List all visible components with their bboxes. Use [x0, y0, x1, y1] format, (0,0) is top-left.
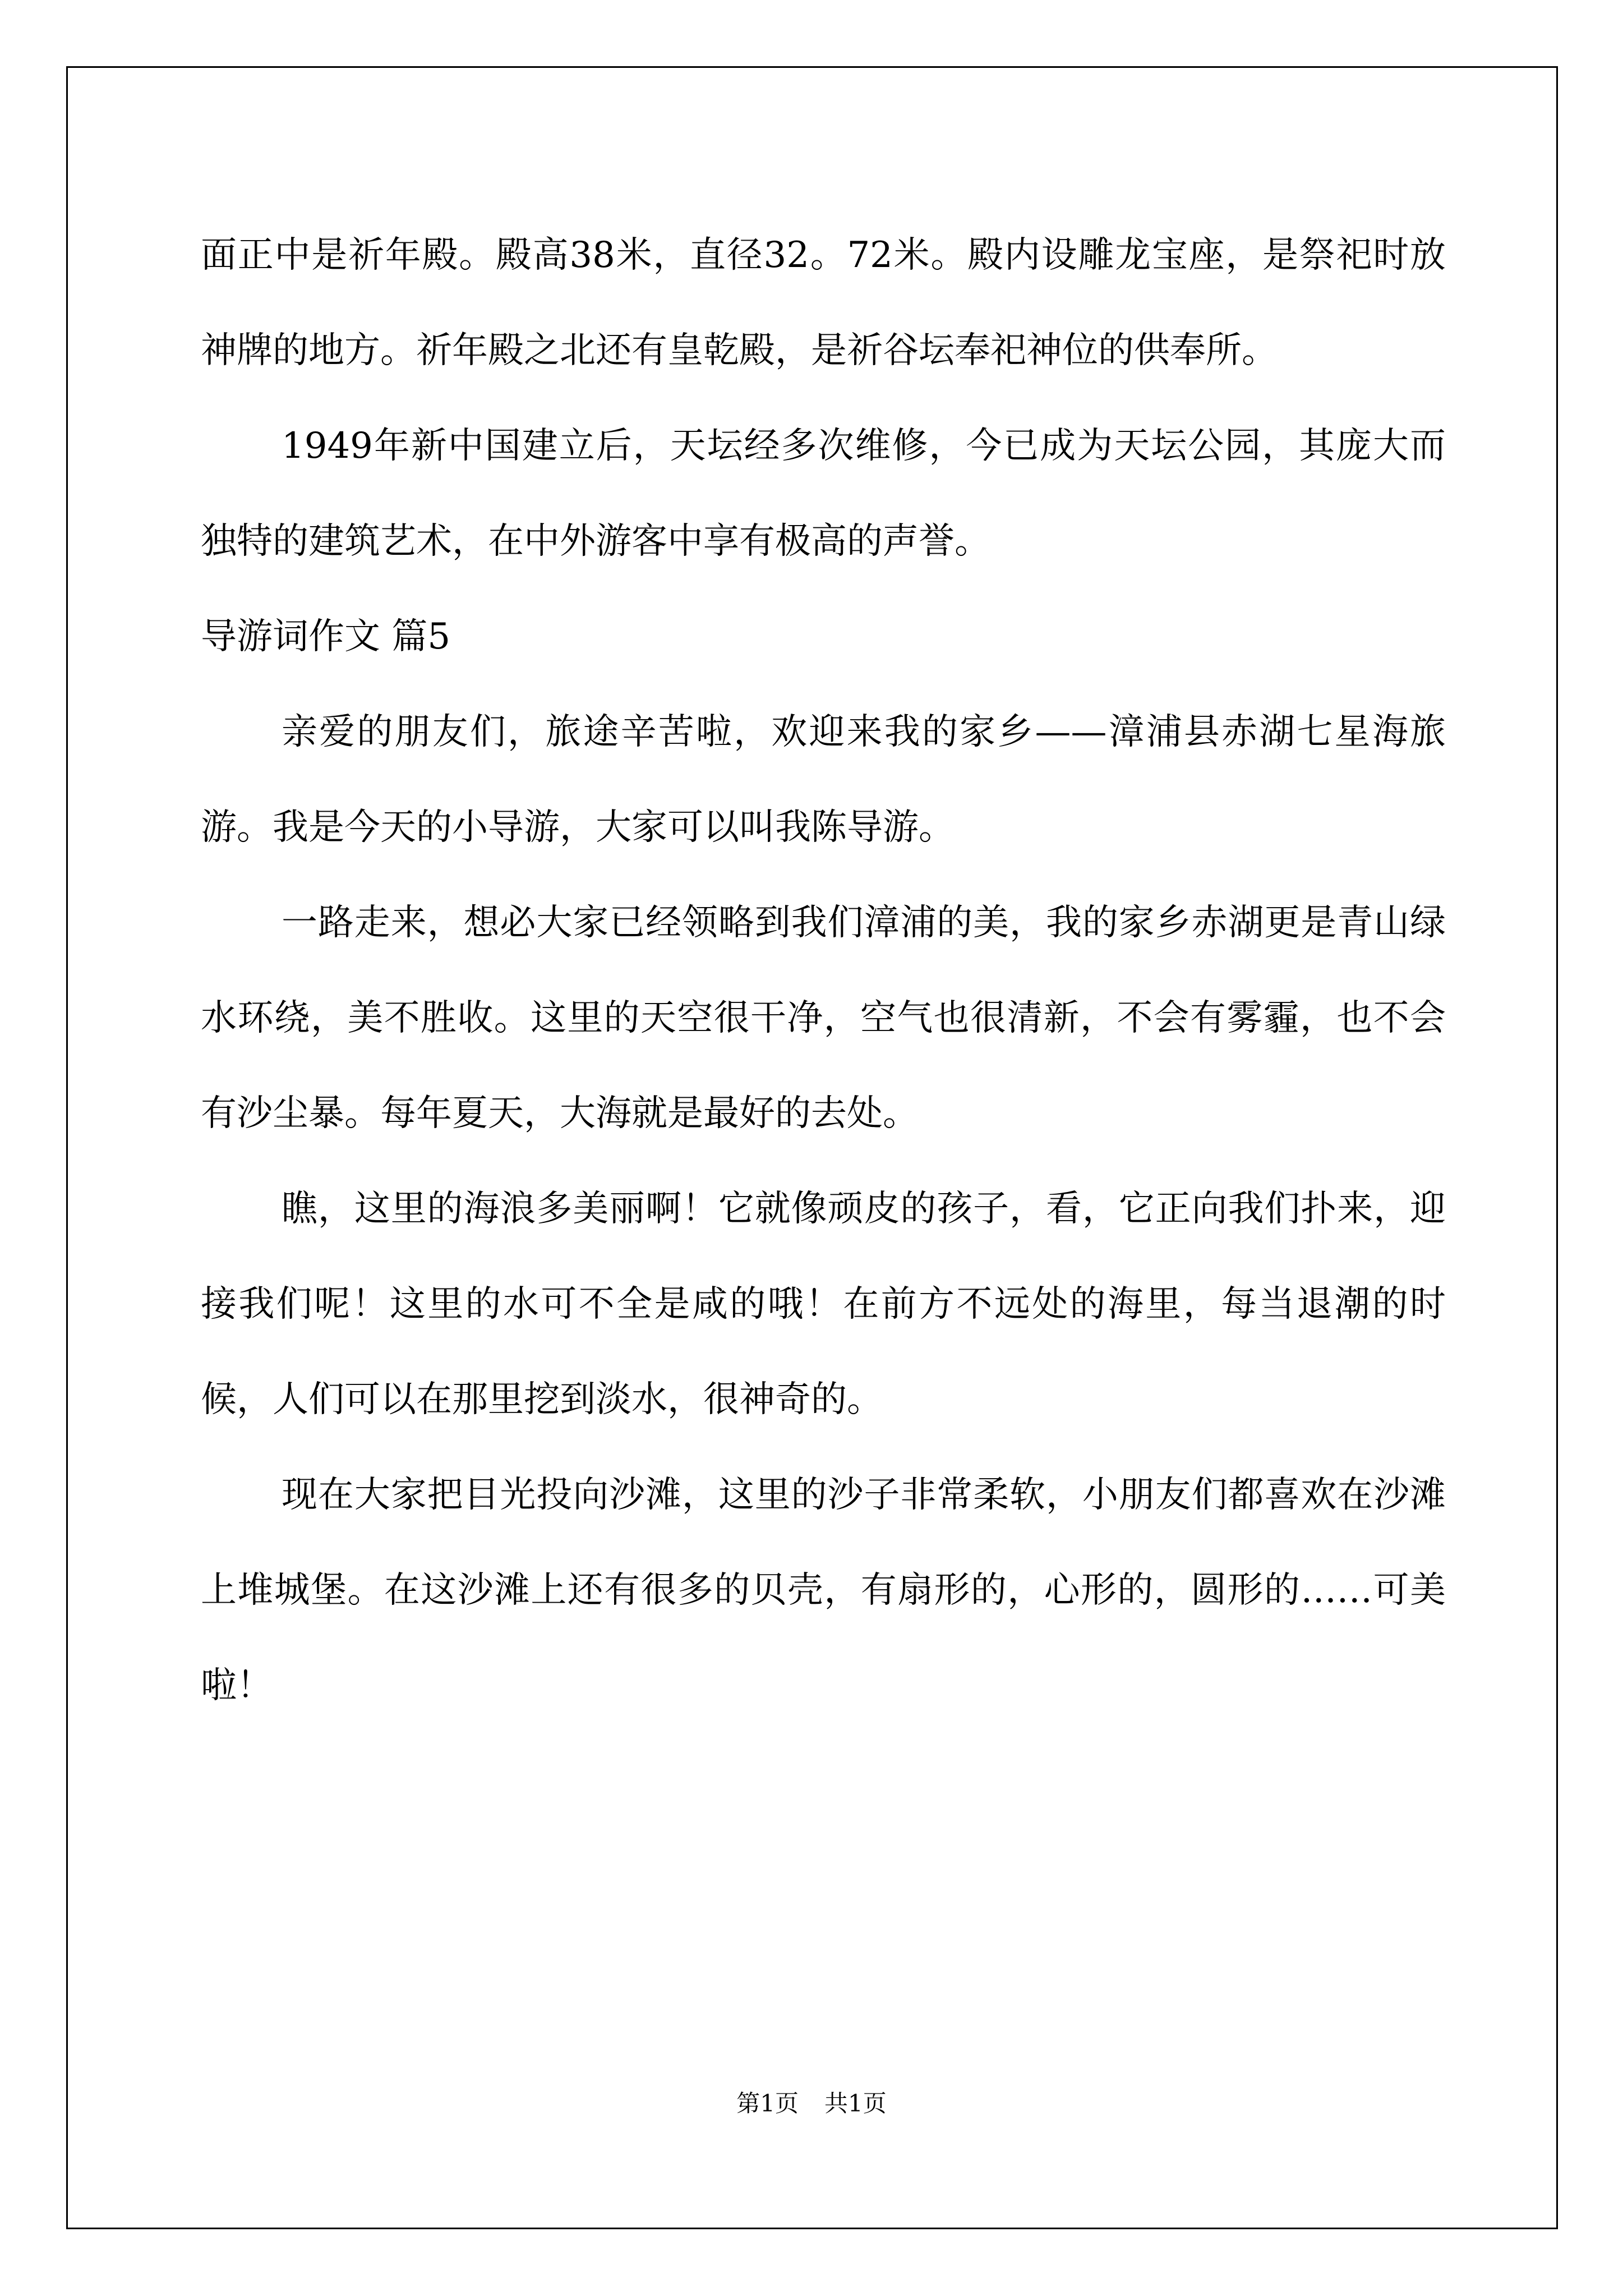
section-heading: 导游词作文 篇5	[201, 616, 451, 657]
page-number: 第1页	[736, 2090, 799, 2117]
page-total: 共1页	[824, 2090, 887, 2117]
paragraph-scenery: 一路走来，想必大家已经领略到我们漳浦的美，我的家乡赤湖更是青山绿水环绕，美不胜收。这里的天空很干净，空气也很清新，不会有雾霾，也不会有沙尘暴。每年夏天，大海就是最好的去处。	[201, 902, 1446, 1134]
paragraph-qiniandian: 面正中是祈年殿。殿高38米，直径32。72米。殿内设雕龙宝座，是祭祀时放神牌的地方。祈年殿之北还有皇乾殿，是祈谷坛奉祀神位的供奉所。	[201, 234, 1446, 371]
document-body	[201, 208, 1446, 1733]
paragraph-beach: 现在大家把目光投向沙滩，这里的沙子非常柔软，小朋友们都喜欢在沙滩上堆城堡。在这沙滩上还有很多的贝壳，有扇形的，心形的，圆形的……可美啦！	[201, 1474, 1446, 1706]
paragraph-1949: 1949年新中国建立后，天坛经多次维修，今已成为天坛公园，其庞大而独特的建筑艺术，在中外游客中享有极高的声誉。	[201, 425, 1446, 562]
paragraph-waves: 瞧，这里的海浪多美丽啊！它就像顽皮的孩子，看，它正向我们扑来，迎接我们呢！这里的水可不全是咸的哦！在前方不远处的海里，每当退潮的时候，人们可以在那里挖到淡水，很神奇的。	[201, 1188, 1446, 1420]
page-footer	[0, 2087, 1623, 2120]
paragraph-welcome: 亲爱的朋友们，旅途辛苦啦，欢迎来我的家乡——漳浦县赤湖七星海旅游。我是今天的小导游，大家可以叫我陈导游。	[201, 711, 1446, 848]
